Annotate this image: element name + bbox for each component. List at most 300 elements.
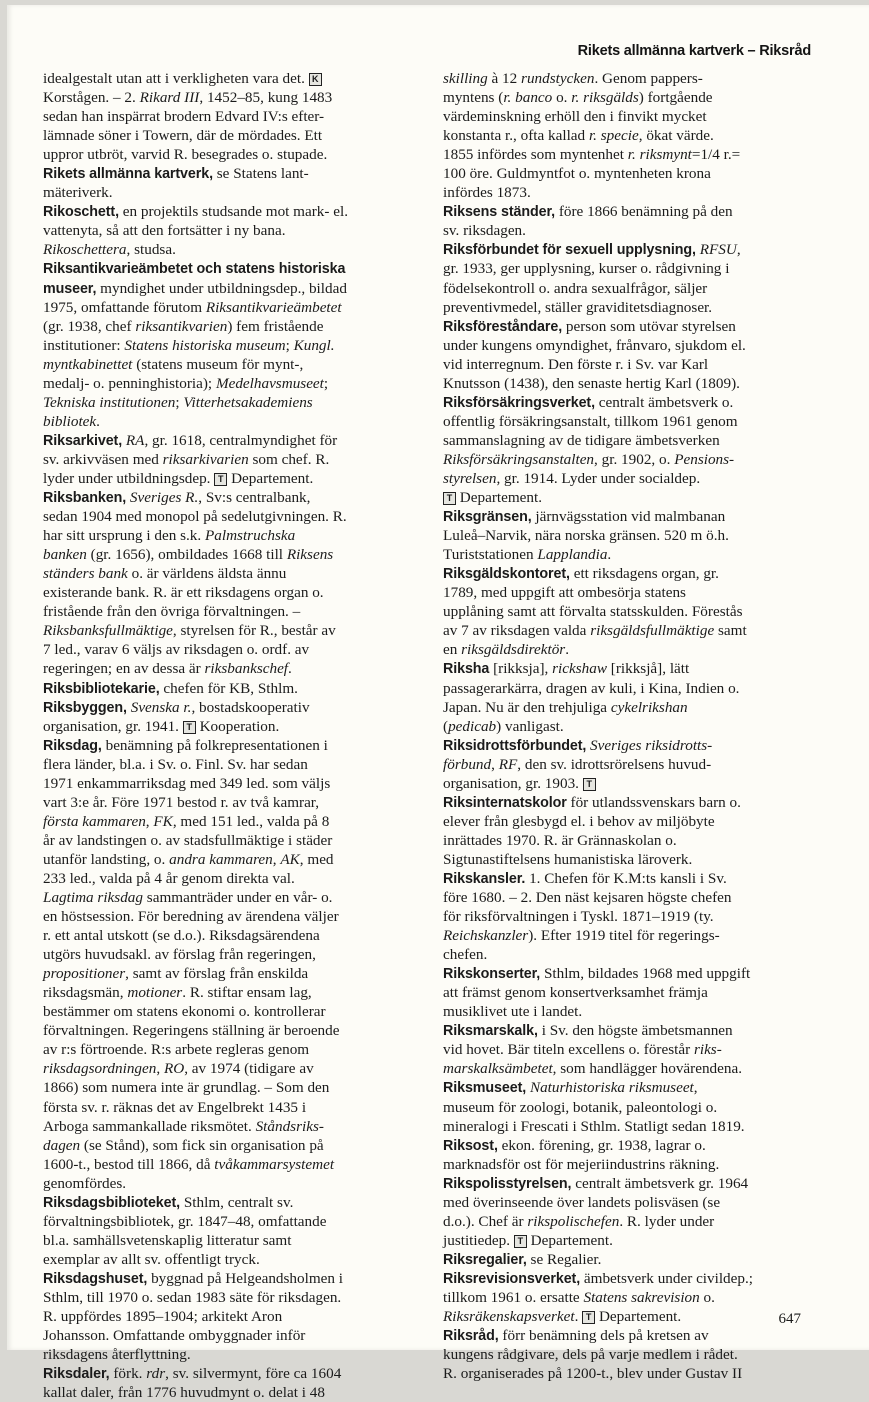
body-text: sammanslagning av de tidigare ämbetsverken — [443, 431, 720, 449]
text-line — [43, 1212, 435, 1231]
body-text: existerande bank. R. är ett riksdagens organ o. — [43, 584, 324, 602]
body-text: , gr. 1618, centralmyndighet för — [144, 431, 338, 449]
italic-text: skilling — [443, 70, 488, 87]
body-text: . — [574, 1308, 583, 1326]
body-text: . — [96, 412, 100, 430]
body-text: Korstågen. – 2. — [43, 89, 140, 107]
text-line — [43, 1269, 435, 1288]
text-line — [43, 983, 435, 1002]
body-text: fristående från den övriga förvaltningen. – — [43, 603, 301, 621]
body-text: genomfördes. — [43, 1174, 127, 1192]
text-line — [43, 1345, 435, 1364]
text-line — [43, 1002, 435, 1021]
body-text: , Sv:s centralbank, — [198, 489, 311, 507]
body-text: uppror utbröt, varvid R. besegrades o. stupade. — [43, 146, 328, 164]
body-text: kallat daler, från 1776 huvudmynt o. delat i 48 — [43, 1384, 325, 1402]
italic-text: r. banco — [503, 89, 553, 107]
entry-headword: Rikspolisstyrelsen, — [443, 1175, 572, 1192]
body-text: byggnad på Helgeandsholmen i — [147, 1269, 343, 1287]
text-line — [443, 126, 843, 145]
text-line — [443, 298, 843, 317]
body-text: medalj- o. penninghistoria); — [43, 374, 216, 392]
entry-headword: Rikoschett, — [43, 204, 119, 221]
text-line — [43, 469, 435, 488]
body-text: bl.a. samhällsvetenskaplig litteratur samt — [43, 1231, 292, 1249]
text-line — [443, 812, 843, 831]
text-line — [43, 602, 435, 621]
body-text: Sthlm, centralt sv. — [180, 1193, 294, 1211]
entry-headword: Riksföreståndare, — [443, 318, 563, 335]
text-line — [443, 1193, 843, 1212]
italic-text: r. riksgälds — [571, 89, 639, 107]
body-text: , — [145, 812, 154, 830]
left-column — [43, 69, 435, 1402]
body-text: preventivmedel, ställer graviditetsdiagnoser. — [443, 298, 713, 316]
body-text: av 7 av riksdagen valda — [443, 622, 591, 640]
body-text: järnvägsstation vid malmbanan — [531, 508, 726, 526]
entry-headword: Riksens ständer, — [443, 204, 556, 221]
entry-headword: Riksdagsbiblioteket, — [43, 1194, 181, 1211]
running-head: Rikets allmänna kartverk – Riksråd — [577, 43, 811, 59]
italic-text: Sveriges R. — [129, 489, 199, 507]
body-text: se Regalier. — [526, 1250, 602, 1268]
body-text: r. ett antal utskott (se d.o.). Riksdagsärendena — [43, 927, 320, 945]
text-line — [43, 907, 435, 926]
body-text: i Sv. den högste ämbetsmannen — [537, 1022, 733, 1040]
italic-text: banken — [43, 546, 87, 564]
text-line — [443, 1040, 843, 1059]
text-line — [443, 907, 843, 926]
cross-reference-t-icon: T — [214, 473, 227, 486]
body-text: sammanträder under en vår- o. — [143, 889, 333, 907]
entry-headword: Riksförbundet för sexuell upplysning, — [443, 242, 696, 259]
entry-headword: Riksantikvarieämbetet och statens historiska — [43, 261, 346, 278]
text-line — [443, 640, 843, 659]
body-text: R. organiserades på 1200-t., blev under Gustav II — [443, 1365, 743, 1383]
body-text: gr. 1933, ger upplysning, kurser o. rådgivning i — [443, 260, 730, 278]
text-line — [443, 659, 843, 678]
text-line — [43, 717, 435, 736]
entry-headword: Riksgäldskontoret, — [443, 566, 570, 583]
entry-headword: Rikets allmänna kartverk, — [43, 166, 213, 183]
text-line — [43, 393, 435, 412]
italic-text: Sveriges riksidrotts- — [590, 736, 713, 754]
text-line — [43, 259, 435, 278]
text-line — [443, 945, 843, 964]
italic-text: Ståndsriks- — [255, 1117, 324, 1135]
body-text: Knutsson (1438), den senaste hertig Karl (1809). — [443, 374, 740, 392]
body-text: riksdagens återflyttning. — [43, 1346, 191, 1364]
text-line — [43, 450, 435, 469]
entry-headword: Riksråd, — [443, 1328, 499, 1345]
italic-text: bibliotek — [43, 412, 97, 430]
body-text: . — [607, 546, 612, 564]
entry-headword: Riksbanken, — [43, 490, 127, 507]
text-line — [443, 488, 843, 507]
italic-text: Rikoschettera — [43, 241, 127, 259]
text-line — [443, 240, 843, 259]
entry-headword: Riksmarskalk, — [443, 1023, 538, 1040]
text-line — [43, 793, 435, 812]
text-line — [43, 1098, 435, 1117]
body-text: sv. arkivväsen med — [43, 450, 163, 468]
text-line — [443, 107, 843, 126]
italic-text: riksdagsordningen — [43, 1060, 157, 1078]
body-text: . Genom pappers- — [594, 70, 703, 87]
italic-text: marskalksämbetet — [443, 1060, 553, 1078]
cross-reference-t-icon: T — [183, 721, 196, 734]
italic-text: myntkabinettet — [43, 355, 133, 373]
italic-text: FK — [153, 812, 173, 830]
body-text: , med 151 led., valda på 8 — [172, 812, 330, 830]
entry-headword: Riksost, — [443, 1137, 498, 1154]
text-line — [43, 317, 435, 336]
italic-text: Pensions- — [674, 450, 735, 468]
body-text: , som handlägger hovärendena. — [552, 1060, 743, 1078]
body-text: Japan. Nu är den trehjuliga — [443, 698, 611, 716]
body-text: av r:s förtroende. R:s arbete regleras genom — [43, 1041, 310, 1059]
text-line — [443, 545, 843, 564]
body-text: se Statens lant- — [212, 165, 309, 183]
body-text: chefen. — [443, 946, 488, 964]
text-line — [443, 374, 843, 393]
body-text: mineralogi i Frescati i Sthlm. Statligt sedan 1819. — [443, 1117, 745, 1135]
italic-text: riksarkivarien — [162, 450, 249, 468]
entry-headword: Riksinternatskolor — [443, 794, 567, 811]
body-text: sedan 1904 med monopol på sedelutgivningen. R. — [43, 508, 347, 526]
body-text: 1975, omfattande förutom — [43, 298, 206, 316]
body-text: förr benämning dels på kretsen av — [498, 1327, 709, 1345]
text-line — [43, 1288, 435, 1307]
text-line — [443, 279, 843, 298]
body-text: att främst genom konsertverksamhet främja — [443, 984, 708, 1002]
text-line — [443, 983, 843, 1002]
body-text: Arboga sammankallade riksmötet. — [43, 1117, 256, 1135]
text-line — [443, 1078, 843, 1097]
entry-headword: Riksdag, — [43, 737, 102, 754]
italic-text: Lapplandia — [537, 546, 608, 564]
italic-text: Lagtima riksdag — [43, 889, 143, 907]
text-line — [443, 774, 843, 793]
body-text: regeringen; en av dessa är — [43, 660, 205, 678]
body-text: 1600-t., bestod till 1866, då — [43, 1155, 215, 1173]
body-text: Departement. — [595, 1308, 682, 1326]
body-text: vattenyta, så att den fortsätter i ny bana. — [43, 222, 286, 240]
body-text: exemplar av allt sv. offentligt tryck. — [43, 1250, 260, 1268]
italic-text: Svenska r. — [130, 698, 192, 716]
entry-headword: Rikskonserter, — [443, 966, 541, 983]
italic-text: motioner — [127, 984, 183, 1002]
body-text: ) fem fristående — [227, 317, 324, 335]
entry-headword: Riksgränsen, — [443, 509, 532, 526]
body-text: sedan han inspärrat brodern Edvard IV:s efter- — [43, 108, 325, 126]
italic-text: propositioner — [43, 965, 126, 983]
text-line — [43, 1155, 435, 1174]
text-line — [443, 850, 843, 869]
text-line — [443, 1250, 843, 1269]
body-text: flera länder, bl.a. i Sv. o. Finl. Sv. har sedan — [43, 755, 308, 773]
text-line — [443, 1345, 843, 1364]
cross-reference-k-icon: K — [309, 73, 322, 86]
text-line — [43, 1364, 435, 1383]
text-line — [43, 1250, 435, 1269]
body-text: Luleå–Narvik, nära norska gränsen. 520 m ö.h. — [443, 527, 729, 545]
body-text: o. — [699, 1289, 715, 1306]
cross-reference-t-icon: T — [582, 1311, 595, 1324]
body-text: ) vanligast. — [496, 717, 564, 735]
body-text: 100 öre. Guldmyntfot o. myntenheten krona — [443, 165, 711, 183]
italic-text: pedicab — [448, 717, 497, 735]
body-text: för riksförvaltningen i Tyskl. 1871–1919 (ty. — [443, 908, 714, 926]
body-text: benämning på folkrepresentationen i — [101, 736, 328, 754]
body-text: myntens ( — [443, 89, 504, 107]
italic-text: r. riksmynt — [627, 146, 692, 164]
text-line — [443, 717, 843, 736]
italic-text: AK — [280, 850, 300, 868]
body-text: [rikksja], — [489, 660, 553, 678]
body-text: , studsa. — [126, 241, 176, 259]
text-line — [43, 298, 435, 317]
body-text: infördes 1873. — [443, 184, 531, 202]
body-text: ekon. förening, gr. 1938, lagrar o. — [497, 1136, 706, 1154]
text-line — [43, 545, 435, 564]
body-text: inrättades 1970. R. är Grännaskolan o. — [443, 831, 677, 849]
body-text: , 1452–85, kung 1483 — [199, 89, 333, 107]
text-line — [443, 1269, 843, 1288]
body-text: före 1680. – 2. Den näst kejsaren högste chefen — [443, 889, 732, 907]
body-text: , med — [299, 850, 334, 868]
body-text: 233 led., valda på 4 år genom direkta val. — [43, 869, 295, 887]
body-text: chefen för KB, Sthlm. — [159, 679, 298, 697]
italic-text: riksgäldsdirektör — [461, 641, 566, 659]
entry-headword: Riksidrottsförbundet, — [443, 737, 587, 754]
body-text: Departement. — [456, 489, 543, 507]
text-line — [443, 583, 843, 602]
body-text: en — [443, 641, 462, 659]
italic-text: Riksantikvarieämbetet — [205, 298, 342, 316]
body-text: 1971 enkammarriksdag med 349 led. som väljs — [43, 774, 331, 792]
text-line — [43, 564, 435, 583]
body-text: ). Efter 1919 titel för regerings- — [528, 927, 720, 945]
body-text: bestämmer om statens ekonomi o. kontrollerar — [43, 1003, 326, 1021]
text-line — [43, 374, 435, 393]
italic-text: Naturhistoriska riksmuseet — [529, 1079, 694, 1097]
body-text: offentlig försäkringsanstalt, tillkom 1961 genom — [443, 412, 738, 430]
italic-text: Riksförsäkringsanstalten — [443, 450, 595, 468]
cross-reference-t-icon: T — [583, 778, 596, 791]
body-text: (se Stånd), som fick sin organisation på — [80, 1136, 324, 1154]
italic-text: rdr — [146, 1365, 166, 1383]
italic-text: tvåkammarsystemet — [214, 1155, 335, 1173]
text-line — [43, 679, 435, 698]
text-line — [443, 1231, 843, 1250]
italic-text: r. specie — [588, 127, 639, 145]
text-line — [43, 831, 435, 850]
text-line — [43, 888, 435, 907]
text-line — [43, 1136, 435, 1155]
text-line — [43, 755, 435, 774]
text-line — [443, 564, 843, 583]
text-line — [43, 240, 435, 259]
body-text: Turiststationen — [443, 546, 538, 564]
text-line — [43, 164, 435, 183]
italic-text: första kammaren — [43, 812, 146, 830]
italic-text: dagen — [43, 1136, 81, 1154]
body-text: konstanta r., ofta kallad — [443, 127, 589, 145]
text-line — [43, 698, 435, 717]
body-text: =1/4 r.= — [691, 146, 741, 164]
text-line — [443, 317, 843, 336]
body-text: , ökat värde. — [638, 127, 714, 145]
italic-text: riksantikvarien — [135, 317, 228, 335]
text-line — [43, 1326, 435, 1345]
text-line — [43, 488, 435, 507]
body-text: ; — [323, 374, 329, 392]
text-line — [43, 69, 435, 88]
text-line — [443, 88, 843, 107]
text-line — [43, 774, 435, 793]
text-line — [443, 1155, 843, 1174]
text-line — [43, 659, 435, 678]
text-line — [443, 507, 843, 526]
text-line — [43, 526, 435, 545]
body-text: . — [288, 660, 292, 678]
text-line — [443, 888, 843, 907]
body-text: 1855 infördes som myntenhet — [443, 146, 628, 164]
body-text: . — [565, 641, 569, 659]
text-line — [443, 431, 843, 450]
text-line — [43, 1307, 435, 1326]
text-line — [443, 183, 843, 202]
body-text: 7 led., varav 6 väljs av riksdagen o. ordf. av — [43, 641, 310, 659]
body-text: d.o.). Chef är — [443, 1212, 528, 1230]
body-text: centralt ämbetsverk gr. 1964 — [571, 1174, 749, 1192]
italic-text: förbund — [443, 755, 492, 773]
text-line — [443, 964, 843, 983]
body-text: Departement. — [526, 1231, 613, 1249]
body-text: förk. — [109, 1365, 147, 1383]
body-text: 1789, med uppgift att ombesörja statens — [443, 584, 686, 602]
body-text: Johansson. Omfattande ombyggnader inför — [43, 1327, 306, 1345]
italic-text: RFSU — [699, 241, 737, 259]
italic-text: cykelrikshan — [610, 698, 688, 716]
text-line — [43, 279, 435, 298]
body-text: lämnade söner i Towern, där de mördades. Ett — [43, 127, 323, 145]
body-text: lyder under utbildningsdep. — [43, 469, 215, 487]
italic-text: Rikard III — [139, 89, 200, 107]
text-line — [443, 450, 843, 469]
body-text: har sitt ursprung i den s.k. — [43, 527, 205, 545]
text-line — [443, 259, 843, 278]
body-text: ) fortgående — [638, 89, 713, 107]
text-line — [443, 1212, 843, 1231]
text-line — [443, 736, 843, 755]
text-line — [43, 1193, 435, 1212]
body-text: marknadsför ost för mejeriindustrins räkning. — [443, 1155, 720, 1173]
italic-text: rickshaw — [552, 660, 607, 678]
italic-text: riks- — [693, 1041, 722, 1059]
text-line — [443, 831, 843, 850]
text-line — [43, 1021, 435, 1040]
text-line — [443, 393, 843, 412]
text-line — [43, 1174, 435, 1193]
body-text: tillkom 1961 o. ersatte — [443, 1289, 584, 1306]
entry-headword: Riksregalier, — [443, 1251, 527, 1268]
text-line — [43, 336, 435, 355]
body-text: värdeminskning erhöll den i finvikt mycket — [443, 108, 707, 126]
entry-headword: Riksdaler, — [43, 1366, 110, 1383]
body-text: vid interregnum. Den förste r. i Sv. var Karl — [443, 355, 709, 373]
body-text: justitiedep. — [443, 1231, 514, 1249]
text-line — [443, 698, 843, 717]
body-text: Sthlm, bildades 1968 med uppgift — [540, 965, 751, 983]
body-text: samt — [714, 622, 747, 640]
body-text: för utlandssvenskars barn o. — [566, 793, 741, 811]
body-text: centralt ämbetsverk o. — [594, 393, 734, 411]
body-text: mäteriverk. — [43, 184, 113, 202]
italic-text: Tekniska institutionen — [43, 393, 176, 411]
body-text: organisation, gr. 1903. — [443, 774, 583, 792]
body-text: utgörs huvudsakl. av förslag från regeringen, — [43, 946, 316, 964]
cross-reference-t-icon: T — [514, 1235, 527, 1248]
body-text: ( — [443, 717, 449, 735]
text-line — [443, 469, 843, 488]
body-text: o. är världens äldsta ännu — [127, 565, 287, 583]
text-line — [443, 412, 843, 431]
body-text: à 12 — [487, 70, 522, 87]
cross-reference-t-icon: T — [443, 492, 456, 505]
body-text: (statens museum för mynt-, — [132, 355, 304, 373]
body-text: förvaltningen. Regeringens ställning är beroende — [43, 1022, 340, 1040]
text-line — [443, 355, 843, 374]
body-text: som chef. R. — [248, 450, 330, 468]
text-line — [443, 69, 843, 88]
text-line — [443, 755, 843, 774]
body-text: (gr. 1656), ombildades 1668 till — [86, 546, 287, 564]
body-text: före 1866 benämning på den — [555, 203, 733, 221]
body-text: , — [156, 1060, 164, 1078]
body-text: , gr. 1914. Lyder under socialdep. — [496, 469, 701, 487]
entry-headword: Riksbibliotekarie, — [43, 680, 160, 697]
text-line — [443, 1098, 843, 1117]
body-text: utanför landsting, o. — [43, 850, 170, 868]
body-text: vart 3:e år. Före 1971 bestod r. av två kamrar, — [43, 793, 320, 811]
italic-text: RO — [163, 1060, 185, 1078]
text-line — [443, 869, 843, 888]
italic-text: Medelhavsmuseet — [215, 374, 324, 392]
body-text: R. uppfördes 1895–1904; arkitekt Aron — [43, 1308, 283, 1326]
body-text: , samt av förslag från enskilda — [125, 965, 309, 983]
text-line — [443, 1364, 843, 1383]
body-text: . R. lyder under — [619, 1212, 715, 1230]
body-text: födelsekontroll o. andra sexualfrågor, säljer — [443, 279, 708, 297]
italic-text: Reichskanzler — [443, 927, 529, 945]
text-line — [43, 945, 435, 964]
entry-headword: Riksbyggen, — [43, 699, 127, 716]
body-text: 1. Chefen för K.M:ts kansli i Sv. — [525, 869, 727, 887]
body-text: upplåning samt att förvalta statsskulden. Förestås — [443, 603, 743, 621]
text-line — [43, 1040, 435, 1059]
text-line — [43, 640, 435, 659]
text-line — [43, 926, 435, 945]
body-text: , gr. 1902, o. — [594, 450, 675, 468]
body-text: , — [693, 1079, 698, 1097]
italic-text: Statens historiska museum — [124, 336, 286, 354]
italic-text: Kungl. — [293, 336, 335, 354]
entry-headword: Riksmuseet, — [443, 1080, 527, 1097]
text-line — [43, 736, 435, 755]
text-line — [43, 221, 435, 240]
